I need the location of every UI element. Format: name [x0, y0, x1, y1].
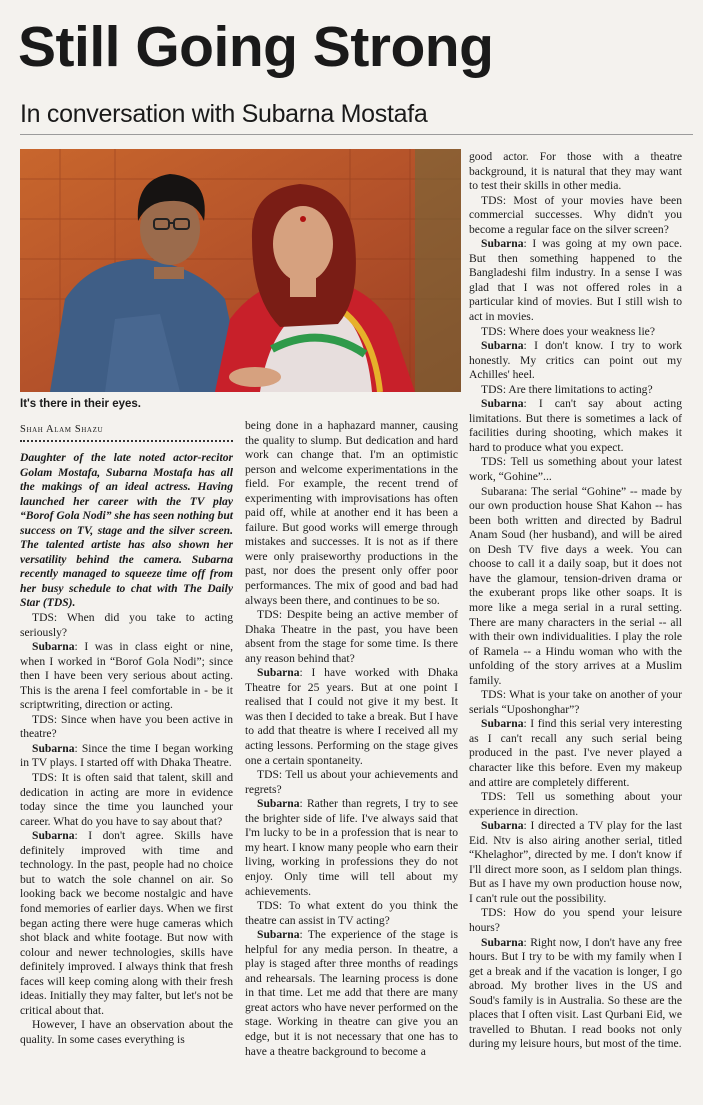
header-divider — [20, 134, 693, 135]
paragraph-text: : I don't know. I try to work honestly. My critics can point out my Achilles' heel. — [469, 339, 682, 382]
article-paragraph — [245, 899, 458, 928]
article-paragraph — [469, 325, 682, 340]
paragraph-text: being done in a haphazard manner, causing the quality to slump. But dedication and hard work can change that. I'm an optimistic person and welcome experimentations in the field. For example, the recent trend of experimenting with improvisations has often paid off, while at another end it has been a failure. But good works will emerge through mistakes and successes. It is not as if there were only praiseworthy productions in the past, nor does the present only offer poor performances. The mix of good and bad had always been there, and continues to be so. — [245, 419, 458, 607]
paragraph-text: : Rather than regrets, I try to see the brighter side of life. I've always said that I'm lucky to be in a profession that is near to my heart. I know many people who earn their living, working in professions they do not enjoy. Only time will tell about my achievements. — [245, 797, 458, 898]
paragraph-text: : I have worked with Dhaka Theatre for 25 years. But at one point I realised that I could not give it my best. It was then I decided to take a break. But I have to add that theatre is where I received all my acting lessons. Performing on the stage gives one a certain spontaneity. — [245, 666, 458, 767]
article-paragraph — [469, 455, 682, 484]
paragraph-text: : I was in class eight or nine, when I worked in “Borof Gola Nodi”; since then I have been very serious about acting. This is the arena I feel comfortable in - be it scriptwriting, direction or acting. — [20, 640, 233, 712]
byline: Shah Alam Shazu — [20, 424, 104, 435]
article-paragraph — [245, 928, 458, 1059]
paragraph-text: TDS: Are there limitations to acting? — [481, 382, 653, 396]
byline-divider — [20, 440, 233, 442]
paragraph-text: : Since the time I began working in TV plays. I started off with Dhaka Theatre. — [20, 741, 233, 770]
article-paragraph — [469, 485, 682, 689]
photo-caption: It's there in their eyes. — [20, 398, 141, 410]
article-paragraph — [20, 829, 233, 1018]
paragraph-text: TDS: When did you take to acting seriously? — [20, 611, 233, 639]
article-paragraph — [245, 797, 458, 899]
speaker-name: Subarna — [481, 397, 524, 411]
paragraph-text: TDS: Since when have you been active in theatre? — [20, 712, 233, 741]
paragraph-text: However, I have an observation about the quality. In some cases everything is — [20, 1018, 233, 1046]
speaker-name: Subarna — [32, 829, 75, 843]
speaker-name: Subarna — [481, 717, 524, 731]
article-paragraph — [20, 713, 233, 742]
speaker-name: Subarna — [32, 640, 75, 654]
article-column-2 — [245, 419, 458, 1059]
paragraph-text: TDS: Tell us about your achievements and regrets? — [245, 768, 458, 796]
article-paragraph — [469, 237, 682, 324]
article-intro: Daughter of the late noted actor-recitor Golam Mostafa, Subarna Mostafa has all the makings of an ideal actress. Having launched her career with the TV play “Borof Gola Nodi” she has seen nothing but success on TV, stage and the silver screen. The talented artiste has also shown her versatility behind the camera. Subarna recently managed to squeeze time off from her busy schedule to chat with The Daily Star (TDS). — [20, 451, 233, 610]
paragraph-text: TDS: How do you spend your leisure hours? — [469, 906, 682, 934]
paragraph-text: : I don't agree. Skills have definitely improved with time and technology. In the past, people had no choice but to watch the sole channel on air. So looking back we become nostalgic and have fond memories of earlier days. When we first began acting there were huge cameras which shot black and white footage. But now with colour and newer technologies, skills have definitely improved. I always think that fresh faces will keep coming along with their fresh ideas. Initially they may falter, but let's not be critical about that. — [20, 829, 233, 1017]
article-subheadline: In conversation with Subarna Mostafa — [20, 100, 428, 128]
speaker-name: Subarna — [481, 237, 524, 251]
article-paragraph — [469, 906, 682, 935]
article-paragraph — [20, 640, 233, 713]
paragraph-text: : The experience of the stage is helpful for any media person. In theatre, a play is staged after three months of readings and rehearsals. The learning process is done in that time. Let me add that there are many great actors who have never performed on the stage. Working in theatre can give you an edge, but it is not necessary that one has to have a theatre background to become a — [245, 928, 458, 1058]
article-paragraph — [469, 936, 682, 1052]
speaker-name: Subarna — [481, 935, 524, 949]
paragraph-text: : Right now, I don't have any free hours. But I try to be with my family when I get a break and if the vacation is longer, I go abroad. My brother lives in the US and Soud's family is in Australia. So these are the places that I often visit. Last Qurbani Eid, we travelled to Bhutan. I read books not only during my leisure hours, but most of the time. — [469, 935, 682, 1051]
article-paragraph — [469, 339, 682, 383]
paragraph-text: TDS: It is often said that talent, skill and dedication in acting are more in evidence today since the time you launched your career. What do you have to say about that? — [20, 771, 233, 828]
article-paragraph — [469, 383, 682, 398]
paragraph-text: : I was going at my own pace. But then something happened to the Bangladeshi film industry. In a sense I was glad that I was not offered roles in a particular kind of movies. But I still wish to act in movies. — [469, 237, 682, 324]
paragraph-text: TDS: Despite being an active member of Dhaka Theatre in the past, you have been absent from the stage for some time. Is there any reason behind that? — [245, 608, 458, 665]
paragraph-text: TDS: Tell us something about your latest work, “Gohine”... — [469, 455, 682, 484]
article-paragraph — [469, 790, 682, 819]
speaker-name: Subarna — [257, 928, 300, 942]
article-paragraph — [469, 819, 682, 906]
speaker-name: Subarna — [257, 797, 300, 811]
speaker-name: Subarna — [481, 819, 524, 833]
article-paragraph — [469, 717, 682, 790]
article-paragraph — [469, 150, 682, 194]
paragraph-text: TDS: What is your take on another of your serials “Uposhonghar”? — [469, 688, 682, 716]
paragraph-text: TDS: Tell us something about your experience in direction. — [469, 790, 682, 818]
paragraph-text: TDS: To what extent do you think the theatre can assist in TV acting? — [245, 899, 458, 927]
paragraph-text: : I find this serial very interesting as I can't recall any such serial being produced in the past. I've never played a character like this before. Even my makeup and attire are completely different. — [469, 717, 682, 789]
article-headline: Still Going Strong — [18, 15, 494, 79]
paragraph-text: TDS: Most of your movies have been commercial successes. Why didn't you become a regular face on the silver screen? — [469, 193, 682, 236]
speaker-name: Subarna — [257, 666, 300, 680]
article-paragraph — [245, 608, 458, 666]
article-paragraph — [469, 688, 682, 717]
paragraph-text: : I directed a TV play for the last Eid. Ntv is also airing another serial, titled “Khelaghor”, directed by me. I don't know if I'll direct more soon, as I seldom plan things. But as I have my own production house now, I can't rule out the possibility. — [469, 819, 682, 905]
article-paragraph — [20, 742, 233, 771]
article-paragraph — [20, 1018, 233, 1047]
article-paragraph — [20, 771, 233, 829]
paragraph-text: : I can't say about acting limitations. But there is sometimes a lack of facilities during shooting, which makes it hard to produce what you expect. — [469, 397, 682, 454]
article-photo — [20, 149, 461, 392]
speaker-name: Subarna — [32, 741, 75, 755]
article-paragraph — [469, 194, 682, 238]
article-paragraph — [245, 419, 458, 608]
article-column-3 — [469, 150, 682, 1052]
article-column-1 — [20, 451, 233, 1047]
paragraph-text: TDS: Where does your weakness lie? — [481, 324, 655, 338]
article-paragraph — [469, 397, 682, 455]
article-paragraph — [245, 768, 458, 797]
speaker-name: Subarna — [481, 339, 524, 353]
paragraph-text: good actor. For those with a theatre background, it is natural that they may want to test their skills in other media. — [469, 150, 682, 193]
article-paragraph — [245, 666, 458, 768]
article-paragraph — [20, 611, 233, 640]
paragraph-text: Subarana: The serial “Gohine” -- made by our own production house Shat Kahon -- has been both written and directed by Badrul Anam Soud (her husband), and will be aired on Desh TV five days a week. You can choose to call it a daily soap, but it does not have the glamour, tension-driven drama or the exuberant props like other soaps. It is more like a mega serial in a rural setting. There are many characters in the serial -- all with their own individualities. I play the role of Ramela -- a Hindu woman who with the unfolding of the story arrives at a Muslim family. — [469, 484, 682, 687]
